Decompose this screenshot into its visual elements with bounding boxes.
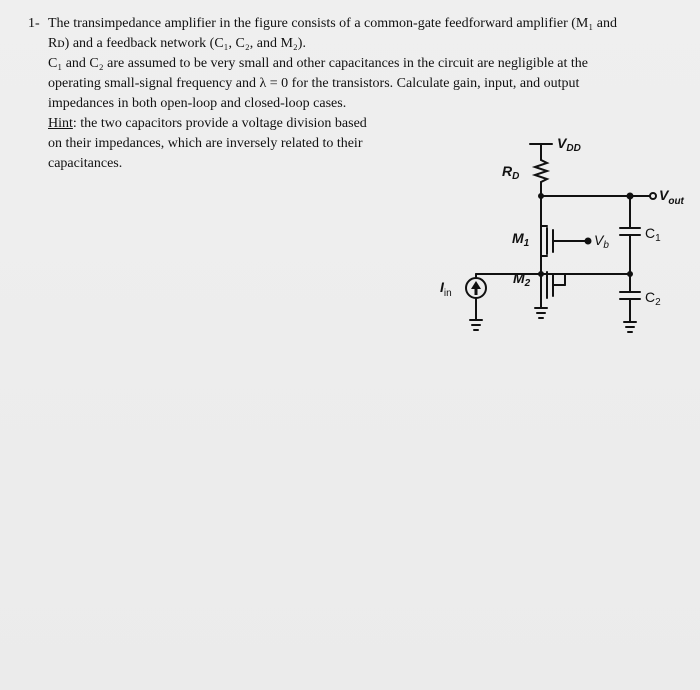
hint-line: : the two capacitors provide a voltage division based [72,116,367,131]
problem-line: operating small-signal frequency and λ = 0 for the transistors. Calculate gain, input, and output [48,76,580,91]
problem-line: impedances in both open-loop and closed-loop cases. [48,96,347,111]
problem-line: C₁ and C₂ are assumed to be very small and other capacitances in the circuit are negligible at the [48,56,589,71]
iin-arrow-icon [471,281,481,295]
vout-label: $V_{out}$ [659,187,684,207]
m1-label: $M_1$ [512,230,530,249]
rd-label: $R_D$ [502,163,520,182]
problem-line: Rᴅ) and a feedback network (C₁, C₂, and M₂). [48,36,306,51]
m2-label: $M_2$ [513,270,531,289]
vdd-label: $V_{DD}$ [557,135,581,154]
hint-line: capacitances. [48,156,123,171]
c1-label: $C_1$ [645,225,661,244]
hint-label: Hint [48,116,73,131]
problem-number: 1- [28,16,40,31]
iin-label: $I_{in}$ [440,279,452,299]
vb-terminal [586,239,591,244]
c2-label: $C_2$ [645,289,661,308]
hint-line: on their impedances, which are inversely related to their [48,136,363,151]
vb-label: $V_b$ [594,232,609,251]
vout-terminal [650,193,656,199]
problem-line: The transimpedance amplifier in the figure consists of a common-gate feedforward amplifier (M₁ and [48,16,617,31]
rd-resistor [535,160,547,182]
